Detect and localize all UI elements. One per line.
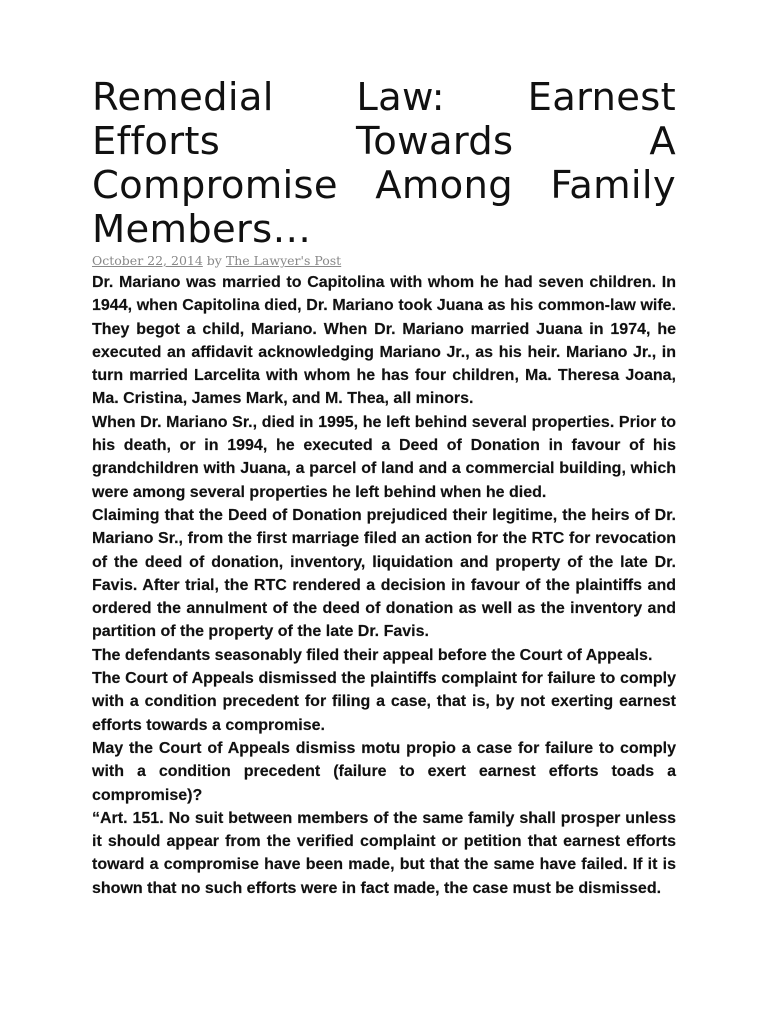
article-author-link[interactable]: The Lawyer's Post: [225, 253, 342, 268]
paragraph: “Art. 151. No suit between members of the same family shall prosper unless it should appear from the verified complaint or petition that earnest efforts toward a compromise have been made, but that the same have failed. If it is shown that no such efforts were in fact made, the case must be dismissed.: [92, 809, 676, 897]
paragraph: When Dr. Mariano Sr., died in 1995, he left behind several properties. Prior to his death, or in 1994, he executed a Deed of Donation in favour of his grandchildren with Juana, a parcel of land and a commercial building, which were among several properties he left behind when he died.: [92, 413, 676, 501]
byline-word: by: [206, 253, 222, 268]
article-date-link[interactable]: October 22, 2014: [92, 253, 203, 268]
article-body: [92, 271, 676, 900]
paragraph: Claiming that the Deed of Donation prejudiced their legitime, the heirs of Dr. Mariano Sr., from the first marriage filed an action for the RTC for revocation of the deed of donation, inventory, liquidation and property of the late Dr. Favis. After trial, the RTC rendered a decision in favour of the plaintiffs and ordered the annulment of the deed of donation as well as the inventory and partition of the property of the late Dr. Favis.: [92, 506, 676, 641]
paragraph: The Court of Appeals dismissed the plaintiffs complaint for failure to comply with a condition precedent for filing a case, that is, by not exerting earnest efforts towards a compromise.: [92, 670, 676, 734]
paragraph: Dr. Mariano was married to Capitolina with whom he had seven children. In 1944, when Capitolina died, Dr. Mariano took Juana as his common-law wife. They begot a child, Mariano. When Dr. Mariano married Juana in 1974, he executed an affidavit acknowledging Mariano Jr., as his heir. Mariano Jr., in turn married Larcelita with whom he has four children, Ma. Theresa Joana, Ma. Cristina, James Mark, and M. Thea, all minors.: [92, 274, 676, 408]
article-meta: [92, 252, 676, 270]
paragraph: May the Court of Appeals dismiss motu propio a case for failure to comply with a condition precedent (failure to exert earnest efforts toads a compromise)?: [92, 739, 676, 804]
article-title: Remedial Law: Earnest Efforts Towards A Compromise Among Family Members…: [92, 75, 676, 252]
paragraph: The defendants seasonably filed their appeal before the Court of Appeals.: [92, 646, 653, 664]
